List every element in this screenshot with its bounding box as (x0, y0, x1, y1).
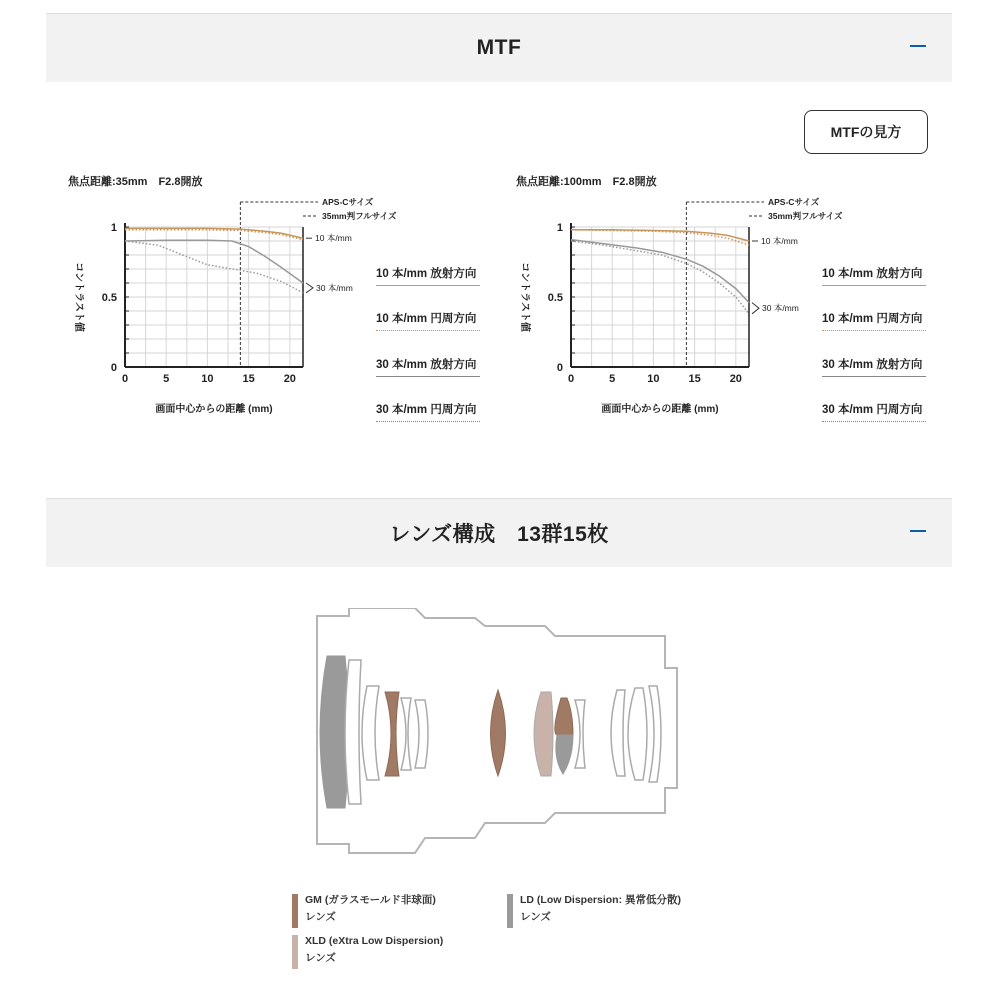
lens-element-gm-2 (491, 690, 506, 776)
legend-10-meridional: 10 本/mm 円周方向 (822, 310, 926, 331)
mtf-series-line (571, 230, 749, 241)
lens-element (649, 686, 661, 782)
mtf-series-line (571, 240, 749, 303)
x-tick-label: 10 (201, 373, 214, 385)
x-tick-label: 5 (163, 373, 170, 385)
lens-element (611, 690, 625, 776)
y-tick-label: 0 (556, 362, 563, 374)
xld-swatch (292, 935, 298, 969)
mtf-series-line (125, 240, 303, 283)
lens-section-header[interactable] (46, 498, 952, 567)
y-tick-label: 0 (110, 362, 117, 374)
chart-title: 焦点距離:100mm F2.8開放 (516, 176, 657, 188)
legend-10-meridional: 10 本/mm 円周方向 (376, 310, 480, 331)
lens-section-title: レンズ構成 13群15枚 (389, 523, 609, 546)
y-tick-label: 1 (556, 222, 563, 234)
lens-construction-diagram (305, 608, 705, 868)
y-axis-label: コントラスト値 (519, 262, 530, 332)
label-30-lpmm: 30 本/mm (762, 303, 799, 314)
legend-ld (520, 892, 681, 926)
y-tick-label: 0.5 (101, 292, 117, 304)
mtf-section-header[interactable] (46, 13, 952, 82)
mtf-series-line (125, 230, 303, 240)
lens-element (415, 700, 428, 768)
legend-30-meridional: 30 本/mm 円周方向 (376, 401, 480, 422)
legend-gm-sublabel: レンズ (305, 911, 336, 923)
lens-element (362, 686, 379, 780)
legend-xld-sublabel: レンズ (305, 952, 336, 964)
legend-ld-label: LD (Low Dispersion: 異常低分散) (520, 894, 681, 906)
aps-c-label: APS-Cサイズ (322, 197, 374, 207)
legend-gm (305, 892, 436, 926)
lens-element (401, 698, 411, 770)
aps-c-label: APS-Cサイズ (768, 197, 820, 207)
lens-element (575, 700, 585, 768)
full-frame-label: 35mm判フルサイズ (322, 211, 397, 221)
gm-swatch (292, 894, 298, 928)
label-30-lpmm: 30 本/mm (316, 282, 353, 293)
x-tick-label: 0 (121, 373, 129, 385)
x-tick-label: 20 (283, 373, 296, 385)
x-tick-label: 0 (567, 373, 575, 385)
ld-swatch (507, 894, 513, 928)
lens-element-gm-1 (385, 692, 399, 776)
lens-element (628, 688, 647, 780)
legend-10-sagittal: 10 本/mm 放射方向 (376, 265, 480, 286)
lens-element-ld-2 (556, 735, 573, 774)
lens-element (345, 660, 361, 804)
y-tick-label: 1 (110, 222, 117, 234)
x-axis-label: 画面中心からの距離 (mm) (601, 404, 719, 415)
lens-element-gm-3 (555, 698, 573, 735)
label-30-bracket (306, 283, 313, 293)
legend-xld-label: XLD (eXtra Low Dispersion) (305, 935, 444, 947)
chart-title: 焦点距離:35mm F2.8開放 (68, 176, 203, 188)
legend-xld (305, 933, 443, 967)
legend-gm-label: GM (ガラスモールド非球面) (305, 894, 436, 906)
legend-ld-sublabel: レンズ (520, 911, 551, 923)
y-tick-label: 0.5 (547, 292, 563, 304)
x-tick-label: 20 (729, 373, 742, 385)
label-10-lpmm: 10 本/mm (315, 233, 352, 244)
y-axis-label: コントラスト値 (73, 262, 84, 332)
lens-element-xld-1 (534, 692, 553, 776)
legend-30-meridional: 30 本/mm 円周方向 (822, 401, 926, 422)
x-tick-label: 10 (647, 373, 660, 385)
label-30-bracket (752, 303, 759, 314)
legend-10-sagittal: 10 本/mm 放射方向 (822, 265, 926, 286)
x-axis-label: 画面中心からの距離 (mm) (155, 404, 273, 415)
x-tick-label: 15 (688, 373, 701, 385)
mtf-series-line (125, 241, 303, 293)
legend-30-sagittal: 30 本/mm 放射方向 (822, 356, 926, 377)
mtf-section-title: MTF (476, 36, 522, 59)
x-tick-label: 5 (609, 373, 616, 385)
full-frame-label: 35mm判フルサイズ (768, 211, 843, 221)
label-10-lpmm: 10 本/mm (761, 236, 798, 246)
legend-30-sagittal: 30 本/mm 放射方向 (376, 356, 480, 377)
mtf-guide-button[interactable]: MTFの見方 (804, 110, 928, 154)
lens-collapse-button[interactable] (908, 521, 928, 541)
x-tick-label: 15 (242, 373, 255, 385)
mtf-collapse-button[interactable] (908, 36, 928, 56)
